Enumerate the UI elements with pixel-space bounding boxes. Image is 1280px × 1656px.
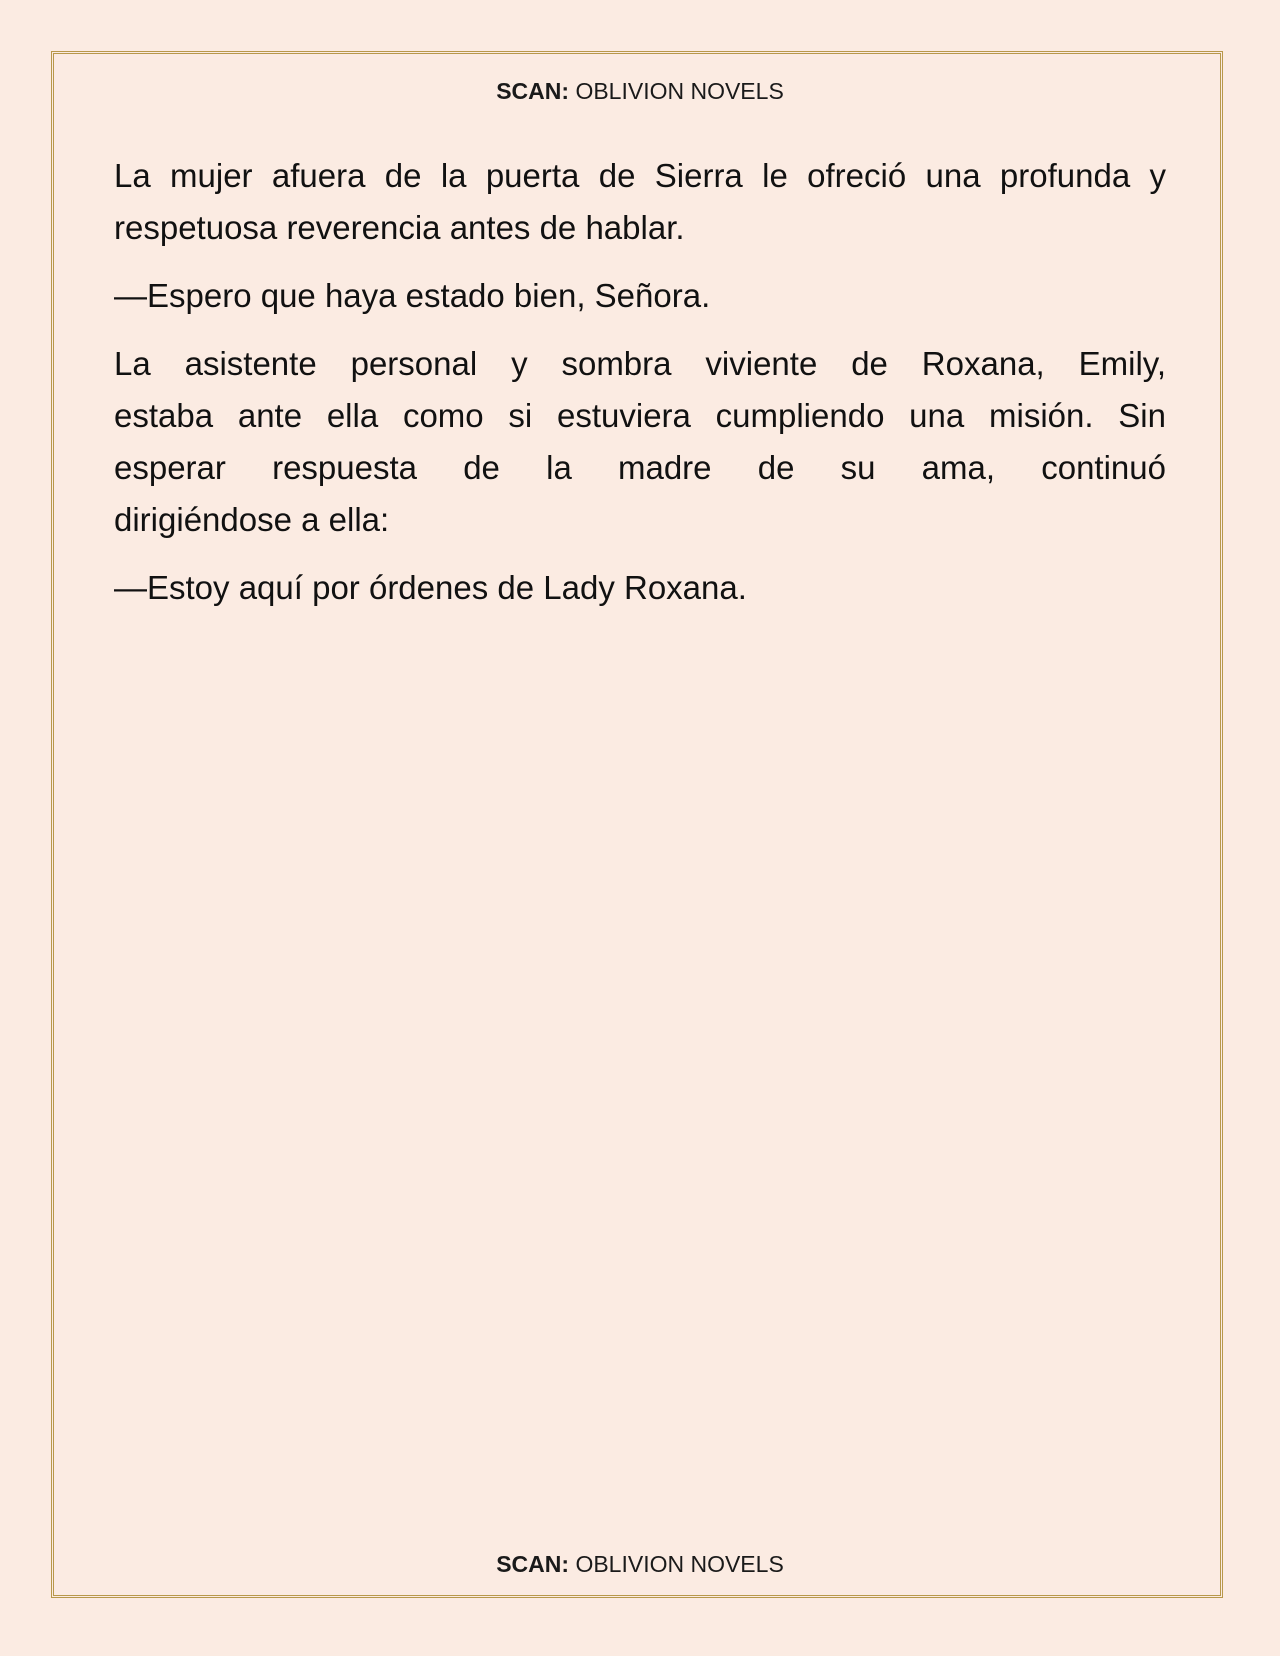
page-body [114, 150, 1166, 630]
footer-label: SCAN: [496, 1551, 570, 1577]
page-header [0, 78, 1280, 105]
paragraph-4 [114, 562, 1166, 614]
footer-name: OBLIVION NOVELS [575, 1551, 784, 1577]
page-footer [0, 1551, 1280, 1578]
text-line: estaba ante ella como si estuviera cumpliendo una misión. Sin [114, 397, 1166, 434]
header-label: SCAN: [496, 78, 570, 104]
text-line: respetuosa reverencia antes de hablar. [114, 209, 685, 246]
text-line: —Espero que haya estado bien, Señora. [114, 277, 711, 314]
text-line: esperar respuesta de la madre de su ama, continuó [114, 449, 1166, 486]
text-line: —Estoy aquí por órdenes de Lady Roxana. [114, 569, 747, 606]
paragraph-1 [114, 150, 1166, 254]
paragraph-3 [114, 338, 1166, 546]
header-name: OBLIVION NOVELS [575, 78, 784, 104]
text-line: La mujer afuera de la puerta de Sierra le ofreció una profunda y [114, 157, 1166, 194]
paragraph-2 [114, 270, 1166, 322]
text-line: La asistente personal y sombra viviente de Roxana, Emily, [114, 345, 1166, 382]
text-line: dirigiéndose a ella: [114, 501, 390, 538]
